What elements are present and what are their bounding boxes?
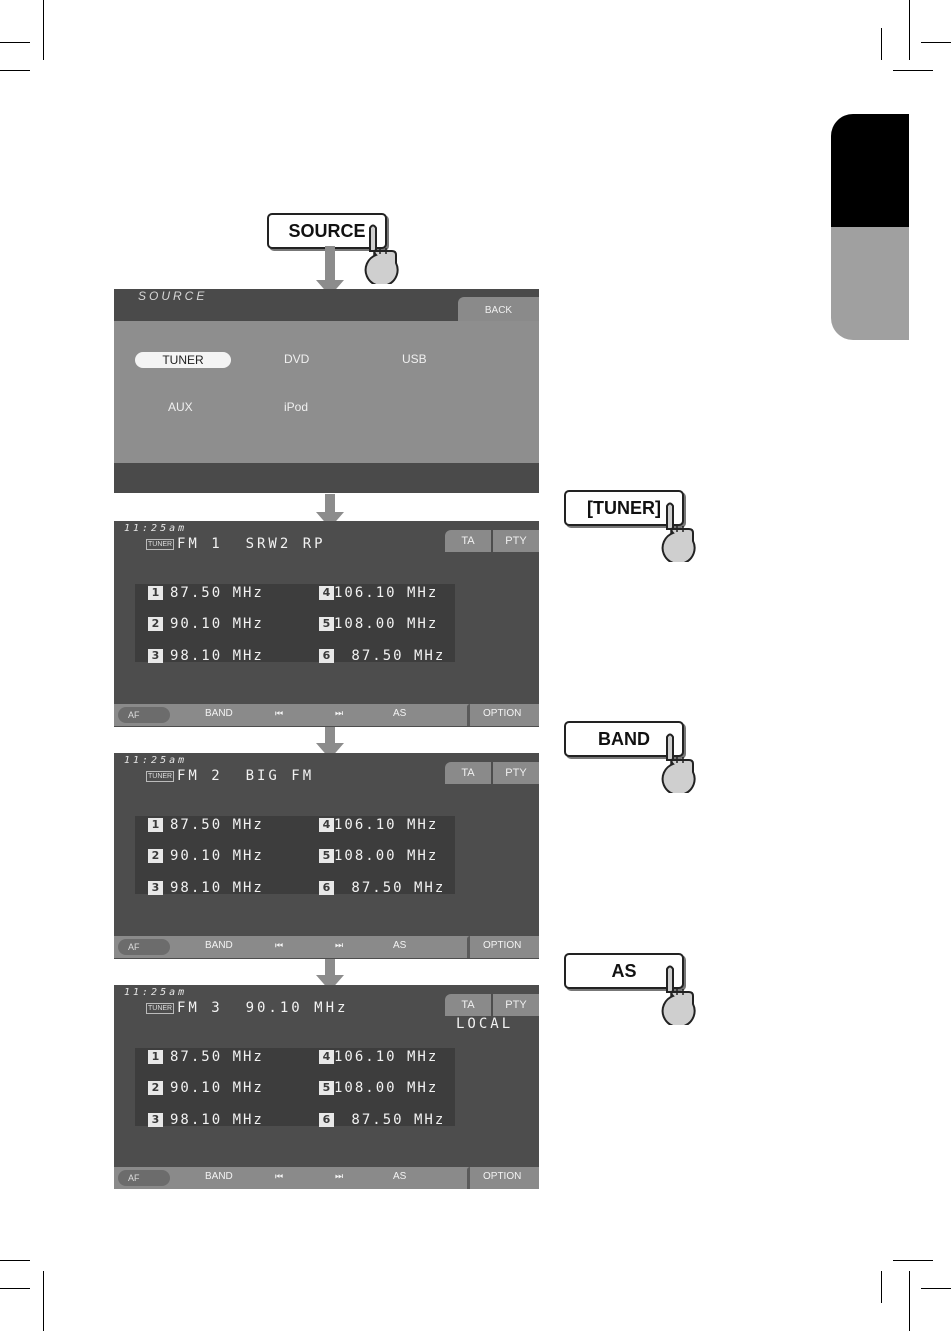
option-button[interactable]: OPTION xyxy=(483,940,522,951)
tuner-screen-2 xyxy=(114,753,539,959)
preset-frequency: 106.10 MHz xyxy=(334,1049,439,1065)
back-button[interactable] xyxy=(458,297,539,323)
bottom-bar xyxy=(114,704,539,726)
pty-button[interactable] xyxy=(493,530,539,552)
as-button[interactable]: AS xyxy=(393,708,407,719)
seek-next-icon[interactable]: ⏭ xyxy=(335,940,344,950)
preset-number: 1 xyxy=(148,586,163,600)
band-callout-label: BAND xyxy=(598,728,650,749)
seek-prev-icon[interactable]: ⏮ xyxy=(275,1171,284,1181)
preset-number: 6 xyxy=(319,1113,334,1127)
band-button[interactable]: BAND xyxy=(205,1171,233,1182)
preset-frequency: 106.10 MHz xyxy=(334,817,439,833)
crop-mark xyxy=(0,70,30,71)
ta-button[interactable] xyxy=(445,994,491,1016)
preset-number: 3 xyxy=(148,1113,163,1127)
source-item-tuner[interactable] xyxy=(135,352,231,368)
crop-mark xyxy=(881,28,882,60)
preset-button-3[interactable] xyxy=(148,880,264,896)
preset-button-3[interactable] xyxy=(148,648,264,664)
preset-button-5[interactable] xyxy=(319,848,438,864)
band-button[interactable]: BAND xyxy=(205,940,233,951)
crop-mark xyxy=(43,1271,44,1331)
preset-button-5[interactable] xyxy=(319,616,438,632)
bottom-bar xyxy=(114,1167,539,1189)
source-title: SOURCE xyxy=(138,289,208,303)
crop-mark xyxy=(921,1288,951,1289)
seek-next-icon[interactable]: ⏭ xyxy=(335,1171,344,1181)
preset-number: 1 xyxy=(148,818,163,832)
local-indicator: LOCAL xyxy=(456,1016,514,1032)
option-button[interactable]: OPTION xyxy=(483,708,522,719)
preset-frequency: 87.50 MHz xyxy=(170,817,264,833)
preset-button-2[interactable] xyxy=(148,1080,264,1096)
crop-mark xyxy=(893,1260,933,1261)
clock-time: 11:25am xyxy=(124,755,188,766)
preset-frequency: 98.10 MHz xyxy=(170,1112,264,1128)
preset-number: 2 xyxy=(148,849,163,863)
preset-button-6[interactable] xyxy=(319,648,445,664)
source-body xyxy=(114,321,539,463)
preset-frequency: 87.50 MHz xyxy=(341,880,446,896)
tuner-callout-label: [TUNER] xyxy=(587,497,661,518)
preset-button-4[interactable] xyxy=(319,1049,438,1065)
preset-frequency: 98.10 MHz xyxy=(170,648,264,664)
pty-button-label: PTY xyxy=(505,535,527,547)
crop-mark xyxy=(921,42,951,43)
divider xyxy=(467,936,470,958)
preset-frequency: 87.50 MHz xyxy=(170,1049,264,1065)
preset-number: 1 xyxy=(148,1050,163,1064)
option-button[interactable]: OPTION xyxy=(483,1171,522,1182)
divider xyxy=(467,1167,470,1189)
tuner-source-tag: TUNER xyxy=(148,773,173,780)
preset-button-4[interactable] xyxy=(319,817,438,833)
source-footer-bar xyxy=(114,463,539,493)
preset-button-6[interactable] xyxy=(319,880,445,896)
pty-button[interactable] xyxy=(493,994,539,1016)
preset-button-4[interactable] xyxy=(319,585,438,601)
preset-frequency: 87.50 MHz xyxy=(341,1112,446,1128)
seek-next-icon[interactable]: ⏭ xyxy=(335,708,344,718)
pty-button[interactable] xyxy=(493,762,539,784)
preset-panel xyxy=(135,1048,455,1126)
preset-button-5[interactable] xyxy=(319,1080,438,1096)
preset-panel xyxy=(135,816,455,894)
tuner-screen-1 xyxy=(114,521,539,727)
pty-button-label: PTY xyxy=(505,999,527,1011)
preset-button-1[interactable] xyxy=(148,1049,264,1065)
preset-frequency: 90.10 MHz xyxy=(170,848,264,864)
preset-number: 2 xyxy=(148,617,163,631)
preset-number: 3 xyxy=(148,881,163,895)
finger-press-icon xyxy=(657,731,699,793)
preset-frequency: 106.10 MHz xyxy=(334,585,439,601)
source-item-aux[interactable]: AUX xyxy=(168,400,193,414)
preset-number: 5 xyxy=(319,849,334,863)
divider xyxy=(467,704,470,726)
clock-time: 11:25am xyxy=(124,987,188,998)
preset-number: 5 xyxy=(319,1081,334,1095)
preset-number: 2 xyxy=(148,1081,163,1095)
crop-mark xyxy=(909,0,910,60)
preset-frequency: 108.00 MHz xyxy=(334,616,439,632)
preset-number: 6 xyxy=(319,881,334,895)
preset-number: 4 xyxy=(319,1050,334,1064)
crop-mark xyxy=(43,0,44,60)
preset-frequency: 87.50 MHz xyxy=(170,585,264,601)
tuner-source-tag: TUNER xyxy=(148,1005,173,1012)
clock-time: 11:25am xyxy=(124,523,188,534)
preset-frequency: 108.00 MHz xyxy=(334,1080,439,1096)
finger-press-icon xyxy=(657,963,699,1025)
ta-button-label: TA xyxy=(461,535,475,547)
preset-button-2[interactable] xyxy=(148,848,264,864)
af-button[interactable]: AF xyxy=(118,1170,170,1186)
seek-prev-icon[interactable]: ⏮ xyxy=(275,940,284,950)
crop-mark xyxy=(0,1288,30,1289)
band-station-text: FM 3 90.10 MHz xyxy=(177,1000,349,1016)
band-button[interactable]: BAND xyxy=(205,708,233,719)
preset-frequency: 87.50 MHz xyxy=(341,648,446,664)
preset-panel xyxy=(135,584,455,662)
back-button-label: BACK xyxy=(484,304,513,316)
preset-frequency: 108.00 MHz xyxy=(334,848,439,864)
preset-number: 5 xyxy=(319,617,334,631)
preset-button-6[interactable] xyxy=(319,1112,445,1128)
crop-mark xyxy=(893,70,933,71)
source-item-usb[interactable]: USB xyxy=(402,352,427,366)
bottom-bar xyxy=(114,936,539,958)
preset-button-1[interactable] xyxy=(148,585,264,601)
preset-number: 3 xyxy=(148,649,163,663)
band-station-text: FM 1 SRW2 RP xyxy=(177,536,326,552)
preset-button-1[interactable] xyxy=(148,817,264,833)
as-button[interactable]: AS xyxy=(393,1171,407,1182)
crop-mark xyxy=(881,1271,882,1303)
preset-frequency: 90.10 MHz xyxy=(170,1080,264,1096)
source-item-label: TUNER xyxy=(162,353,204,367)
preset-frequency: 98.10 MHz xyxy=(170,880,264,896)
preset-button-3[interactable] xyxy=(148,1112,264,1128)
preset-number: 4 xyxy=(319,586,334,600)
preset-frequency: 90.10 MHz xyxy=(170,616,264,632)
finger-press-icon xyxy=(360,222,402,284)
ta-button[interactable] xyxy=(445,762,491,784)
crop-mark xyxy=(0,42,30,43)
finger-press-icon xyxy=(657,500,699,562)
af-button[interactable]: AF xyxy=(118,939,170,955)
crop-mark xyxy=(909,1271,910,1331)
ta-button-label: TA xyxy=(461,999,475,1011)
crop-mark xyxy=(0,1260,30,1261)
af-button[interactable]: AF xyxy=(118,707,170,723)
ta-button-label: TA xyxy=(461,767,475,779)
source-item-ipod[interactable]: iPod xyxy=(284,400,309,414)
ta-button[interactable] xyxy=(445,530,491,552)
source-item-dvd[interactable]: DVD xyxy=(284,352,310,366)
tuner-screen-3 xyxy=(114,985,539,1189)
source-callout-label: SOURCE xyxy=(288,220,366,241)
pty-button-label: PTY xyxy=(505,767,527,779)
preset-number: 6 xyxy=(319,649,334,663)
tuner-source-tag: TUNER xyxy=(148,541,173,548)
side-tab-light xyxy=(831,227,909,340)
as-button[interactable]: AS xyxy=(393,940,407,951)
side-tab-dark xyxy=(831,114,909,227)
preset-button-2[interactable] xyxy=(148,616,264,632)
preset-number: 4 xyxy=(319,818,334,832)
source-screen xyxy=(114,289,539,493)
as-callout-label: AS xyxy=(611,960,637,981)
band-station-text: FM 2 BIG FM xyxy=(177,768,315,784)
seek-prev-icon[interactable]: ⏮ xyxy=(275,708,284,718)
